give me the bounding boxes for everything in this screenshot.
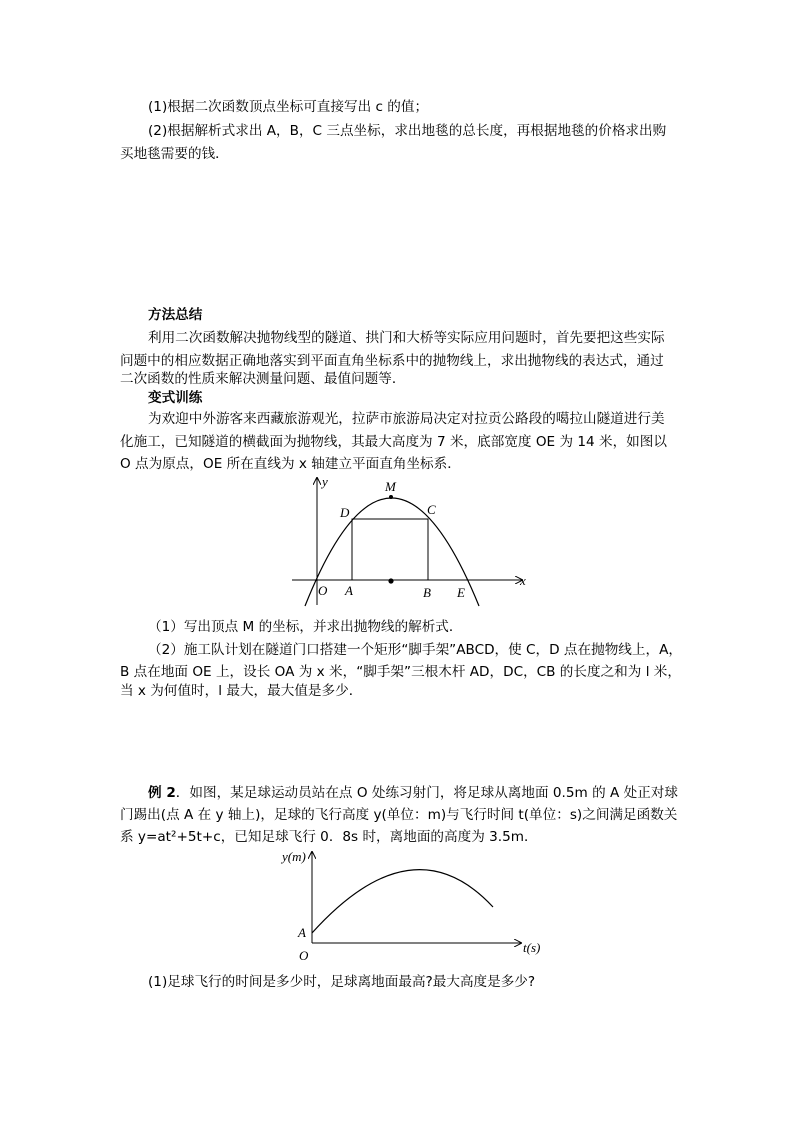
label-E: E [457, 585, 465, 600]
point-M [389, 495, 393, 499]
label-A: A [298, 925, 306, 940]
hint-2-line-1: (2)根据解析式求出 A，B，C 三点坐标，求出地毯的总长度，再根据地毯的价格求出购 [148, 123, 667, 139]
example2-q1: (1)足球飞行的时间是多少时，足球离地面最高?最大高度是多少? [148, 974, 536, 990]
scaffold-rect [352, 519, 428, 580]
practice-line-1: 为欢迎中外游客来西藏旅游观光，拉萨市旅游局决定对拉贡公路段的噶拉山隧道进行美 [148, 411, 665, 427]
practice-title: 变式训练 [148, 390, 203, 406]
practice-q1: （1）写出顶点 M 的坐标，并求出抛物线的解析式． [148, 619, 463, 635]
practice-q2-line-1: （2）施工队计划在隧道门口搭建一个矩形“脚手架”ABCD，使 C，D 点在抛物线上，A， [148, 642, 682, 658]
hint-2-line-2: 买地毯需要的钱． [120, 146, 229, 162]
method-line-2: 问题中的相应数据正确地落实到平面直角坐标系中的抛物线上，求出抛物线的表达式，通过 [120, 353, 664, 369]
label-t-s: t(s) [523, 940, 541, 955]
label-O: O [299, 948, 309, 963]
practice-q2-line-3: 当 x 为何值时，l 最大，最大值是多少． [120, 683, 363, 699]
example2-line-2: 门踢出(点 A 在 y 轴上)，足球的飞行高度 y(单位：m)与飞行时间 t(单位：s)之间满足函数关 [120, 807, 678, 823]
method-line-3: 二次函数的性质来解决测量问题、最值问题等． [120, 371, 406, 387]
ball-figure [280, 845, 550, 965]
label-B: B [423, 585, 431, 600]
hint-1: (1)根据二次函数顶点坐标可直接写出 c 的值； [148, 99, 429, 115]
tunnel-figure [285, 475, 535, 610]
parabola [305, 498, 479, 606]
practice-q2-line-2: B 点在地面 OE 上，设长 OA 为 x 米，“脚手架”三根木杆 AD，DC，CB 的长度之和为 l 米， [120, 664, 681, 680]
label-C: C [427, 502, 436, 517]
label-A: A [345, 583, 353, 598]
method-line-1: 利用二次函数解决抛物线型的隧道、拱门和大桥等实际应用问题时，首先要把这些实际 [148, 330, 665, 346]
label-x: x [520, 573, 526, 588]
example2-line-1-text: ．如图，某足球运动员站在点 O 处练习射门，将足球从离地面 0.5m 的 A 处正对球 [175, 785, 678, 801]
example2-line-3: 系 y=at²+5t+c，已知足球飞行 0．8s 时，离地面的高度为 3.5m． [120, 829, 538, 845]
center-point [388, 578, 393, 583]
example2-label: 例 2 [148, 785, 176, 801]
label-y: y [322, 474, 328, 489]
label-O: O [318, 583, 328, 598]
method-title: 方法总结 [148, 307, 203, 323]
practice-line-2: 化施工，已知隧道的横截面为抛物线，其最大高度为 7 米，底部宽度 OE 为 14 米，如图以 [120, 434, 667, 450]
label-y-m: y(m) [282, 849, 306, 864]
practice-line-3: O 点为原点，OE 所在直线为 x 轴建立平面直角坐标系． [120, 456, 461, 472]
example2-line-1 [148, 784, 678, 802]
trajectory [312, 870, 493, 933]
label-M: M [385, 479, 396, 494]
label-D: D [340, 505, 350, 520]
